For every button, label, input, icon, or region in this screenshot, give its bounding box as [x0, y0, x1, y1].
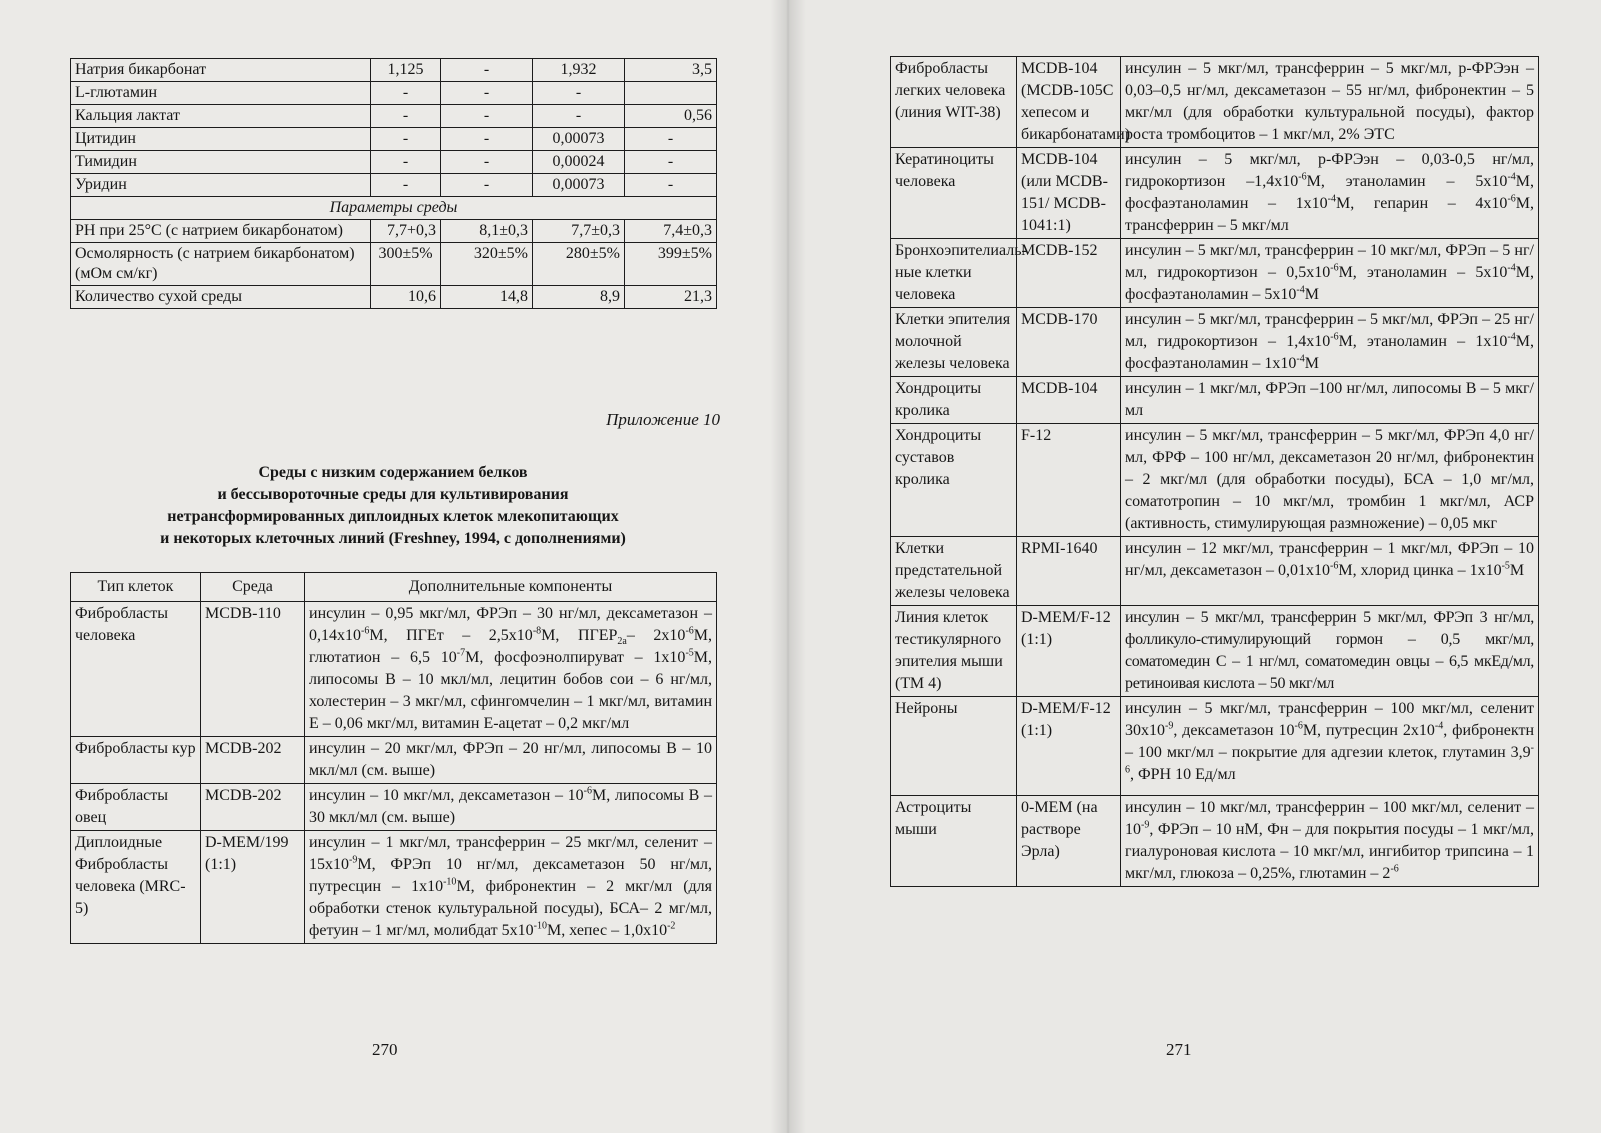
- table-row: [891, 796, 1539, 887]
- heading-line: и бессывороточные среды для культивирования: [217, 486, 569, 503]
- components: инсулин – 5 мкг/мл, трансферрин – 100 мкг/мл, селенит $30х10^{-9}$, дексаметазон $10^{-6}М$, путресцин $2х10^{-4}$, фибронектн – 100 мкг/мл – покрытие для адгезии клеток, глутамин $3,9^{-6}$, ФРН 10 Ед/мл: [1121, 697, 1539, 796]
- medium: MCDB-152: [1017, 239, 1121, 308]
- cell: [625, 82, 717, 105]
- components: инсулин – 20 мкг/мл, ФРЭп – 20 нг/мл, липосомы В – 10 мкл/мл (см. выше): [305, 737, 717, 784]
- table-row: [71, 602, 717, 737]
- medium: MCDB-202: [201, 784, 305, 831]
- cell: -: [441, 105, 533, 128]
- serum-free-media-table-continued: [890, 56, 1539, 887]
- cell: 399±5%: [625, 243, 717, 286]
- cell: -: [441, 82, 533, 105]
- cell: 0,00073: [533, 128, 625, 151]
- components: инсулин – 10 мкг/мл, трансферрин – 100 мкг/мл, селенит – $10^{-9}$, ФРЭп – 10 нМ, Фн – для покрытия посуды – 1 мкг/мл, гиалуроновая кислота – 10 мкг/мл, ингибитор трипсина – 1 мкг/мл, глюкоза – 0,25%, глютамин – $2^{-6}$: [1121, 796, 1539, 887]
- cell-type: Диплоидные Фибробласты человека (MRC-5): [71, 831, 201, 944]
- cell-type: Линия клеток тестикулярного эпителия мыши (ТМ 4): [891, 606, 1017, 697]
- row-label: L-глютамин: [71, 82, 371, 105]
- table-row: [71, 784, 717, 831]
- cell: 8,9: [533, 286, 625, 309]
- table-row: [71, 82, 717, 105]
- cell-type: Астроциты мыши: [891, 796, 1017, 887]
- components: инсулин – 5 мкг/мл, трансферрин – 5 мкг/мл, р-ФРЭэн – 0,03–0,5 нг/мл, дексаметазон – 55 нг/мл, фибронектин – 5 мкг/мл (для обработки культуральной посуды), фактор роста тромбоцитов – 1 мкг/мл, 2% ЭТС: [1121, 57, 1539, 148]
- cell: 3,5: [625, 59, 717, 82]
- table-row: [71, 243, 717, 286]
- table-row: [71, 286, 717, 309]
- media-composition-table: [70, 58, 717, 309]
- cell: -: [533, 82, 625, 105]
- cell-type: Клетки эпителия молочной железы человека: [891, 308, 1017, 377]
- row-label: РН при 25°С (с натрием бикарбонатом): [71, 220, 371, 243]
- medium: 0-MEM (на растворе Эрла): [1017, 796, 1121, 887]
- medium: MCDB-202: [201, 737, 305, 784]
- table-row: [71, 151, 717, 174]
- table-row: [71, 174, 717, 197]
- medium: MCDB-104: [1017, 377, 1121, 424]
- section-heading: [70, 462, 716, 550]
- table-row: [891, 424, 1539, 537]
- heading-line: Среды с низким содержанием белков: [258, 464, 528, 481]
- cell: 7,7+0,3: [371, 220, 441, 243]
- components: инсулин – 10 мкг/мл, дексаметазон – $10^{-6}М$, липосомы В – 30 мкл/мл (см. выше): [305, 784, 717, 831]
- cell-type: Кератиноциты человека: [891, 148, 1017, 239]
- cell: -: [441, 59, 533, 82]
- row-label: Уридин: [71, 174, 371, 197]
- table-row: [891, 377, 1539, 424]
- row-label: Количество сухой среды: [71, 286, 371, 309]
- row-label: Осмолярность (с натрием бикарбонатом) (мОм см/кг): [71, 243, 371, 286]
- table-row: [891, 57, 1539, 148]
- table-header-row: [71, 573, 717, 602]
- medium: RPMI-1640: [1017, 537, 1121, 606]
- book-spine-shadow: [770, 0, 806, 1133]
- cell: -: [625, 151, 717, 174]
- column-header: Дополнительные компоненты: [305, 573, 717, 602]
- page-number: 270: [372, 1040, 398, 1059]
- table-row: [891, 308, 1539, 377]
- cell: -: [441, 151, 533, 174]
- heading-line: и некоторых клеточных линий (Freshney, 1994, с дополнениями): [160, 530, 626, 547]
- table-row: [891, 537, 1539, 606]
- table-row: [891, 606, 1539, 697]
- cell: 0,00073: [533, 174, 625, 197]
- medium: D-MEM/F-12 (1:1): [1017, 606, 1121, 697]
- table-row: [71, 831, 717, 944]
- row-label: Натрия бикарбонат: [71, 59, 371, 82]
- cell: 300±5%: [371, 243, 441, 286]
- cell-type: Фибробласты овец: [71, 784, 201, 831]
- cell: 280±5%: [533, 243, 625, 286]
- components: инсулин – 5 мкг/мл, трансферрин – 5 мкг/мл, ФРЭп – 25 нг/мл, гидрокортизон – $1,4х10^{-6}М$, этаноламин – $1х10^{-4}М$, фосфаэтаноламин – $1х10^{-4}М$: [1121, 308, 1539, 377]
- cell-type: Хондроциты суставов кролика: [891, 424, 1017, 537]
- table-row: [71, 128, 717, 151]
- table-row: [71, 737, 717, 784]
- medium: F-12: [1017, 424, 1121, 537]
- cell: 0,56: [625, 105, 717, 128]
- section-label: Параметры среды: [71, 197, 717, 220]
- medium: MCDB-170: [1017, 308, 1121, 377]
- medium: D-MEM/F-12 (1:1): [1017, 697, 1121, 796]
- cell: 0,00024: [533, 151, 625, 174]
- cell: -: [371, 82, 441, 105]
- cell: 1,932: [533, 59, 625, 82]
- cell: -: [371, 174, 441, 197]
- serum-free-media-table: [70, 572, 717, 944]
- table-row: [71, 220, 717, 243]
- components: инсулин – 5 мкг/мл, р-ФРЭэн – 0,03-0,5 нг/мл, гидрокортизон $-1,4х10^{-6}М$, этаноламин – $5х10^{-4}М$, фосфаэтаноламин – $1х10^{-4}М$, гепарин – $4х10^{-6}М$, трансферрин – 5 мкг/мл: [1121, 148, 1539, 239]
- cell: -: [625, 128, 717, 151]
- cell: 8,1±0,3: [441, 220, 533, 243]
- cell-type: Клетки предстательной железы человека: [891, 537, 1017, 606]
- cell-type: Фибробласты легких человека (линия WIT-38): [891, 57, 1017, 148]
- table-row: [891, 697, 1539, 796]
- cell: 7,7±0,3: [533, 220, 625, 243]
- cell: 320±5%: [441, 243, 533, 286]
- medium: D-MEM/199 (1:1): [201, 831, 305, 944]
- cell: -: [533, 105, 625, 128]
- table-row: [891, 239, 1539, 308]
- cell: -: [371, 151, 441, 174]
- column-header: Среда: [201, 573, 305, 602]
- cell: 21,3: [625, 286, 717, 309]
- components: инсулин – 0,95 мкг/мл, ФРЭп – 30 нг/мл, дексаметазон – $0,14х10^{-6}М$, ПГЕт – $2,5х10^{-8}М$, $ПГЕР_{2а}-$ $2х10^{-6}М$, глютатион – 6,5 $10^{-7}М$, фосфоэнолпируват – $1х10^{-5}М$, липосомы В – 10 мкл/мл, лецитин бобов сои – 6 нг/мл, холестерин – 3 мкг/мл, сфингомчелин – 1 мкг/мл, витамин Е – 0,06 мкг/мл, витамин Е-ацетат – 0,2 мкг/мл: [305, 602, 717, 737]
- cell-type: Бронхоэпителиаль-ные клетки человека: [891, 239, 1017, 308]
- column-header: Тип клеток: [71, 573, 201, 602]
- appendix-label: Приложение 10: [606, 410, 720, 429]
- cell-type: Фибробласты кур: [71, 737, 201, 784]
- row-label: Тимидин: [71, 151, 371, 174]
- cell: -: [371, 105, 441, 128]
- cell-type: Нейроны: [891, 697, 1017, 796]
- section-row: [71, 197, 717, 220]
- medium: MCDB-110: [201, 602, 305, 737]
- table-row: [891, 148, 1539, 239]
- medium: MCDB-104 (MCDB-105C хепесом и бикарбонатами): [1017, 57, 1121, 148]
- cell: -: [441, 174, 533, 197]
- cell: -: [371, 128, 441, 151]
- cell: 1,125: [371, 59, 441, 82]
- page-number: 271: [1166, 1040, 1192, 1059]
- cell: -: [625, 174, 717, 197]
- table-row: [71, 105, 717, 128]
- components: инсулин – 5 мкг/мл, трансферрин – 5 мкг/мл, ФРЭп 4,0 нг/мл, ФРФ – 100 нг/мл, дексаметазон 20 нг/мл, фибронектин – 2 мкг/мл (для обработки посуды), БСА – 1,0 мг/мл, соматотропин – 10 мкг/мл, тромбин 1 мкг/мл, АСР (активность, стимулирующая размножение) – 0,05 мкг: [1121, 424, 1539, 537]
- heading-line: нетрансформированных диплоидных клеток млекопитающих: [167, 508, 619, 525]
- cell-type: Фибробласты человека: [71, 602, 201, 737]
- components: инсулин – 12 мкг/мл, трансферрин – 1 мкг/мл, ФРЭп – 10 нг/мл, дексаметазон – $0,01х10^{-6}М$, хлорид цинка – $1х10^{-5}М$: [1121, 537, 1539, 606]
- cell: 14,8: [441, 286, 533, 309]
- components: инсулин – 5 мкг/мл, трансферрин 5 мкг/мл, ФРЭп 3 нг/мл, фолликуло-стимулирующий гормон – 0,5 мкг/мл, соматомедин С – 1 нг/мл, соматомедин овцы – 6,5 мкЕд/мл, ретиноивая кислота – 50 мкг/мл: [1121, 606, 1539, 697]
- cell: 7,4±0,3: [625, 220, 717, 243]
- cell: -: [441, 128, 533, 151]
- components: инсулин – 1 мкг/мл, ФРЭп –100 нг/мл, липосомы В – 5 мкг/мл: [1121, 377, 1539, 424]
- row-label: Цитидин: [71, 128, 371, 151]
- medium: MCDB-104 (или MCDB-151/ MCDB-1041:1): [1017, 148, 1121, 239]
- cell: 10,6: [371, 286, 441, 309]
- cell-type: Хондроциты кролика: [891, 377, 1017, 424]
- left-page: [0, 0, 788, 1133]
- components: инсулин – 1 мкг/мл, трансферрин – 25 мкг/мл, селенит – $15х10^{-9}М$, ФРЭп 10 нг/мл, дексаметазон 50 нг/мл, путресцин – $1х10^{-10}М$, фибронектин – 2 мкг/мл (для обработки стенок культуральной посуды), БСА– 2 мг/мл, фетуин – 1 мг/мл, молибдат $5х10^{-10}М$, хепес – $1,0х10^{-2}$: [305, 831, 717, 944]
- row-label: Кальция лактат: [71, 105, 371, 128]
- table-row: [71, 59, 717, 82]
- components: инсулин – 5 мкг/мл, трансферрин – 10 мкг/мл, ФРЭп – 5 нг/мл, гидрокортизон – $0,5х10^{-6}М$, этаноламин – $5х10^{-4}М$, фосфаэтаноламин – $5х10^{-4}М$: [1121, 239, 1539, 308]
